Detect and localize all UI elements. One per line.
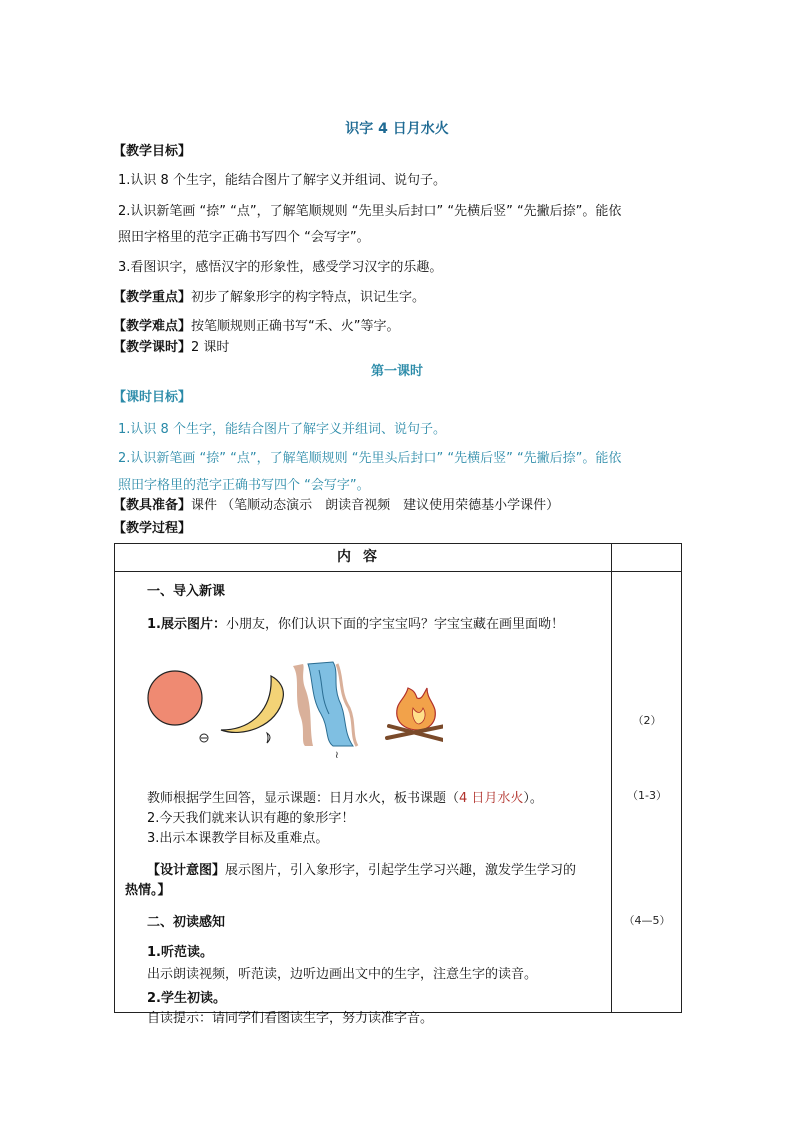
design-intent-text: 展示图片，引入象形字，引起学生学习兴趣，激发学生学习的 (225, 863, 577, 878)
side-note-1: （2） (632, 714, 662, 727)
key-point-label: 【教学重点】 (113, 290, 192, 305)
section-first-reading: 二、初读感知 (147, 915, 226, 930)
teaching-aids (113, 497, 559, 515)
read-label: 2.学生初读。 (147, 991, 226, 1006)
step-2: 2.今天我们就来认识有趣的象形字！ (147, 811, 355, 826)
hours (113, 339, 229, 357)
water-picture (293, 662, 357, 761)
step-show-pictures-label: 1.展示图片： (147, 617, 226, 632)
moon-crescent (221, 676, 283, 732)
lesson-objective-1: 1.认识 8 个生字，能结合图片了解字义并组词、说句子。 (118, 422, 446, 437)
difficulty-label: 【教学难点】 (113, 319, 192, 334)
lesson-objectives-heading: 【课时目标】 (113, 390, 192, 405)
notes-cell (612, 572, 682, 1013)
teacher-action (147, 790, 543, 808)
design-intent-cont: 热情。】 (125, 883, 171, 898)
listen-text: 出示朗读视频，听范读，边听边画出文中的生字，注意生字的读音。 (147, 967, 538, 982)
teacher-action-text: 教师根据学生回答，显示课题：日月水火，板书课题（ (147, 791, 460, 806)
water-rock-left (293, 664, 313, 746)
lesson-subtitle: 第一课时 (370, 364, 423, 379)
table-body-row (115, 572, 682, 1013)
water-glyph-icon: ≀ (335, 750, 339, 761)
teaching-aids-text: 课件 （笔顺动态演示 朗读音视频 建议使用荣德基小学课件） (191, 498, 560, 513)
step-3: 3.出示本课教学目标及重难点。 (147, 831, 329, 846)
notes-header (612, 544, 682, 572)
difficulty (113, 318, 400, 336)
side-note-3: （4—5） (623, 914, 671, 927)
section-intro: 一、导入新课 (147, 584, 226, 599)
process-table (114, 543, 682, 1026)
sun-circle (148, 671, 202, 725)
design-intent-label: 【设计意图】 (147, 863, 226, 878)
board-title: 4 日月水火 (459, 791, 524, 806)
fire-flame (397, 688, 436, 730)
teaching-aids-label: 【教具准备】 (113, 498, 192, 513)
step-show-pictures (147, 616, 564, 634)
lesson-objective-2-cont: 照田字格里的范字正确书写四个 “会写字”。 (118, 478, 370, 493)
sun-picture (148, 671, 208, 742)
design-intent (147, 862, 576, 880)
listen-label: 1.听范读。 (147, 945, 213, 960)
content-header: 内容 (115, 544, 612, 572)
lesson-objective-2: 2.认识新笔画 “捺” “点”，了解笔顺规则 “先里头后封口” “先横后竖” “先撇后捺”。能依 (118, 451, 622, 466)
objective-2-cont: 照田字格里的范字正确书写四个 “会写字”。 (118, 230, 370, 245)
hours-label: 【教学课时】 (113, 340, 192, 355)
content-cell (115, 572, 612, 1026)
read-text: 自读提示：请同学们看图读生字，努力读准字音。 (147, 1011, 434, 1026)
objectives-heading: 【教学目标】 (113, 144, 192, 159)
fire-picture (387, 688, 443, 744)
difficulty-text: 按笔顺规则正确书写“禾、火”等字。 (191, 319, 400, 334)
process-heading: 【教学过程】 (113, 521, 192, 536)
objective-1: 1.认识 8 个生字，能结合图片了解字义并组词、说句子。 (118, 173, 446, 188)
table-header-row (115, 544, 682, 572)
teacher-action-end: ）。 (523, 791, 543, 806)
pictograph-images (143, 658, 443, 768)
step-show-pictures-text: 小朋友，你们认识下面的字宝宝吗？字宝宝藏在画里面呦！ (225, 617, 564, 632)
objective-2: 2.认识新笔画 “捺” “点”，了解笔顺规则 “先里头后封口” “先横后竖” “先撇后捺”。能依 (118, 204, 622, 219)
moon-glyph-icon (267, 733, 270, 743)
key-point (113, 289, 425, 307)
moon-picture (221, 676, 283, 743)
lesson-title: 识字 4 日月水火 (345, 121, 449, 137)
objective-3: 3.看图识字，感悟汉字的形象性，感受学习汉字的乐趣。 (118, 260, 443, 275)
hours-text: 2 课时 (191, 340, 230, 355)
side-note-2: （1-3） (627, 789, 667, 802)
key-point-text: 初步了解象形字的构字特点，识记生字。 (191, 290, 426, 305)
